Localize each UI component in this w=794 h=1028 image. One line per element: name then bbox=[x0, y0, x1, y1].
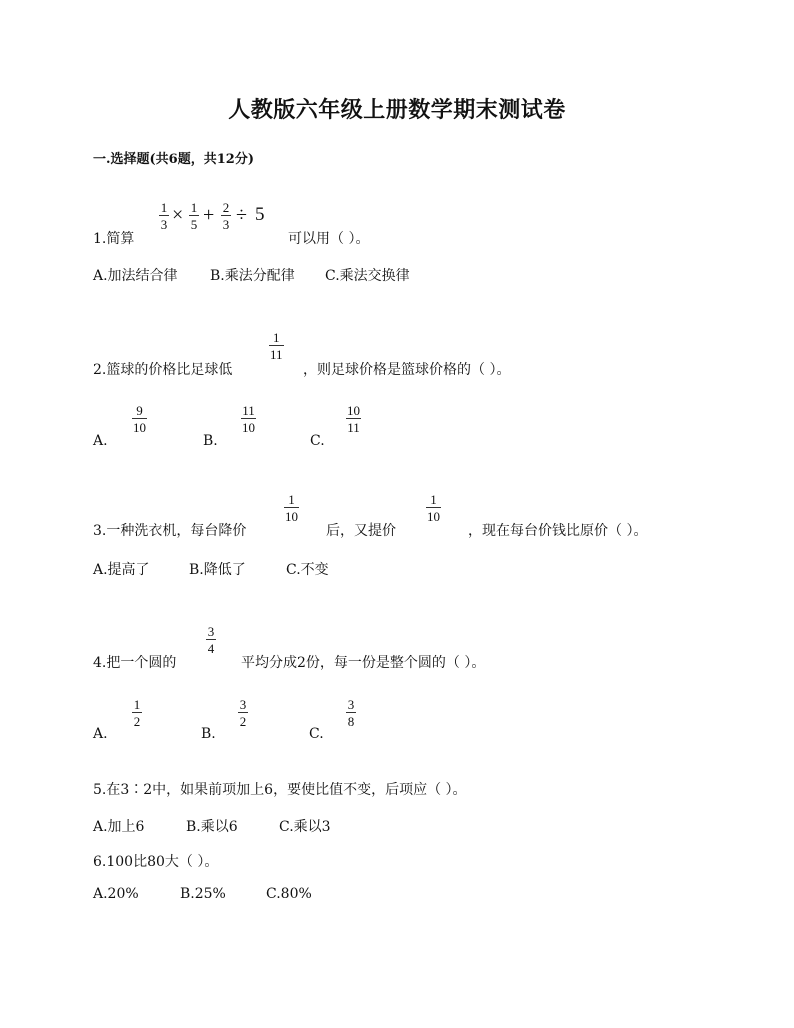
q4-option-b-fraction bbox=[238, 698, 248, 728]
denominator: 4 bbox=[207, 641, 215, 656]
denominator: 11 bbox=[347, 420, 360, 435]
q1-suffix: 可以用（ ）。 bbox=[288, 231, 370, 247]
numerator: 1 bbox=[430, 492, 437, 507]
q3-suffix: ，现在每台价钱比原价（ ）。 bbox=[468, 523, 648, 539]
q1-divisor: 5 bbox=[255, 204, 265, 225]
numerator: 1 bbox=[288, 492, 295, 507]
denominator: 2 bbox=[133, 714, 141, 729]
q1-option-b: B.乘法分配律 bbox=[210, 268, 295, 284]
plus-operator: + bbox=[203, 204, 215, 226]
q6-option-b: B.25% bbox=[180, 886, 226, 902]
q3-middle: 后，又提价 bbox=[326, 523, 396, 539]
q2-option-a-label: A. bbox=[93, 433, 108, 449]
q5-option-b: B.乘以6 bbox=[186, 819, 238, 835]
q2-option-a-fraction bbox=[132, 404, 147, 434]
times-operator: × bbox=[172, 204, 184, 226]
q1-fraction-3 bbox=[221, 201, 231, 231]
numerator: 3 bbox=[347, 697, 355, 712]
q4-option-a-fraction bbox=[132, 698, 142, 728]
q2-option-c-label: C. bbox=[310, 433, 325, 449]
numerator: 11 bbox=[242, 403, 255, 418]
q5-option-c: C.乘以3 bbox=[279, 819, 331, 835]
numerator: 10 bbox=[347, 403, 360, 418]
numerator: 1 bbox=[190, 200, 198, 215]
q2-fraction bbox=[269, 331, 284, 361]
denominator: 3 bbox=[160, 217, 168, 232]
q4-option-c-fraction bbox=[346, 698, 356, 728]
q3-prefix: 3.一种洗衣机，每台降价 bbox=[93, 523, 247, 539]
q2-suffix: ，则足球价格是篮球价格的（ ）。 bbox=[303, 362, 511, 378]
numerator: 1 bbox=[160, 200, 168, 215]
q5-text: 5.在3∶2中，如果前项加上6，要使比值不变，后项应（ ）。 bbox=[93, 782, 467, 798]
denominator: 5 bbox=[190, 217, 198, 232]
denominator: 3 bbox=[222, 217, 230, 232]
numerator: 1 bbox=[133, 697, 141, 712]
q3-fraction-2 bbox=[426, 493, 441, 523]
page-title: 人教版六年级上册数学期末测试卷 bbox=[228, 97, 566, 123]
divide-operator: ÷ bbox=[236, 204, 247, 226]
denominator: 10 bbox=[427, 509, 440, 524]
q4-option-a-label: A. bbox=[93, 726, 108, 742]
numerator: 3 bbox=[207, 624, 215, 639]
q6-text: 6.100比80大（ ）。 bbox=[93, 854, 219, 870]
q1-prefix: 1.简算 bbox=[93, 231, 135, 247]
numerator: 2 bbox=[222, 200, 230, 215]
q1-option-c: C.乘法交换律 bbox=[325, 268, 410, 284]
denominator: 8 bbox=[347, 714, 355, 729]
numerator: 1 bbox=[273, 330, 280, 345]
q2-option-c-fraction bbox=[346, 404, 361, 434]
q1-fraction-2 bbox=[189, 201, 199, 231]
q4-fraction bbox=[206, 625, 216, 655]
denominator: 10 bbox=[285, 509, 298, 524]
q5-option-a: A.加上6 bbox=[93, 819, 145, 835]
q2-option-b-fraction bbox=[241, 404, 256, 434]
q6-option-a: A.20% bbox=[93, 886, 139, 902]
q6-option-c: C.80% bbox=[266, 886, 312, 902]
denominator: 10 bbox=[133, 420, 146, 435]
denominator: 10 bbox=[242, 420, 255, 435]
q4-prefix: 4.把一个圆的 bbox=[93, 655, 177, 671]
q1-fraction-1 bbox=[159, 201, 169, 231]
denominator: 2 bbox=[239, 714, 247, 729]
section-heading: 一.选择题(共6题，共12分) bbox=[93, 152, 254, 167]
q3-option-c: C.不变 bbox=[286, 562, 329, 578]
q1-option-a: A.加法结合律 bbox=[93, 268, 178, 284]
q3-option-a: A.提高了 bbox=[93, 562, 150, 578]
denominator: 11 bbox=[270, 347, 283, 362]
q4-suffix: 平均分成2份，每一份是整个圆的（ ）。 bbox=[241, 655, 486, 671]
numerator: 9 bbox=[136, 403, 143, 418]
q2-prefix: 2.篮球的价格比足球低 bbox=[93, 362, 233, 378]
q2-option-b-label: B. bbox=[203, 433, 218, 449]
q4-option-c-label: C. bbox=[309, 726, 324, 742]
q4-option-b-label: B. bbox=[201, 726, 216, 742]
numerator: 3 bbox=[239, 697, 247, 712]
q3-option-b: B.降低了 bbox=[189, 562, 246, 578]
q3-fraction-1 bbox=[284, 493, 299, 523]
